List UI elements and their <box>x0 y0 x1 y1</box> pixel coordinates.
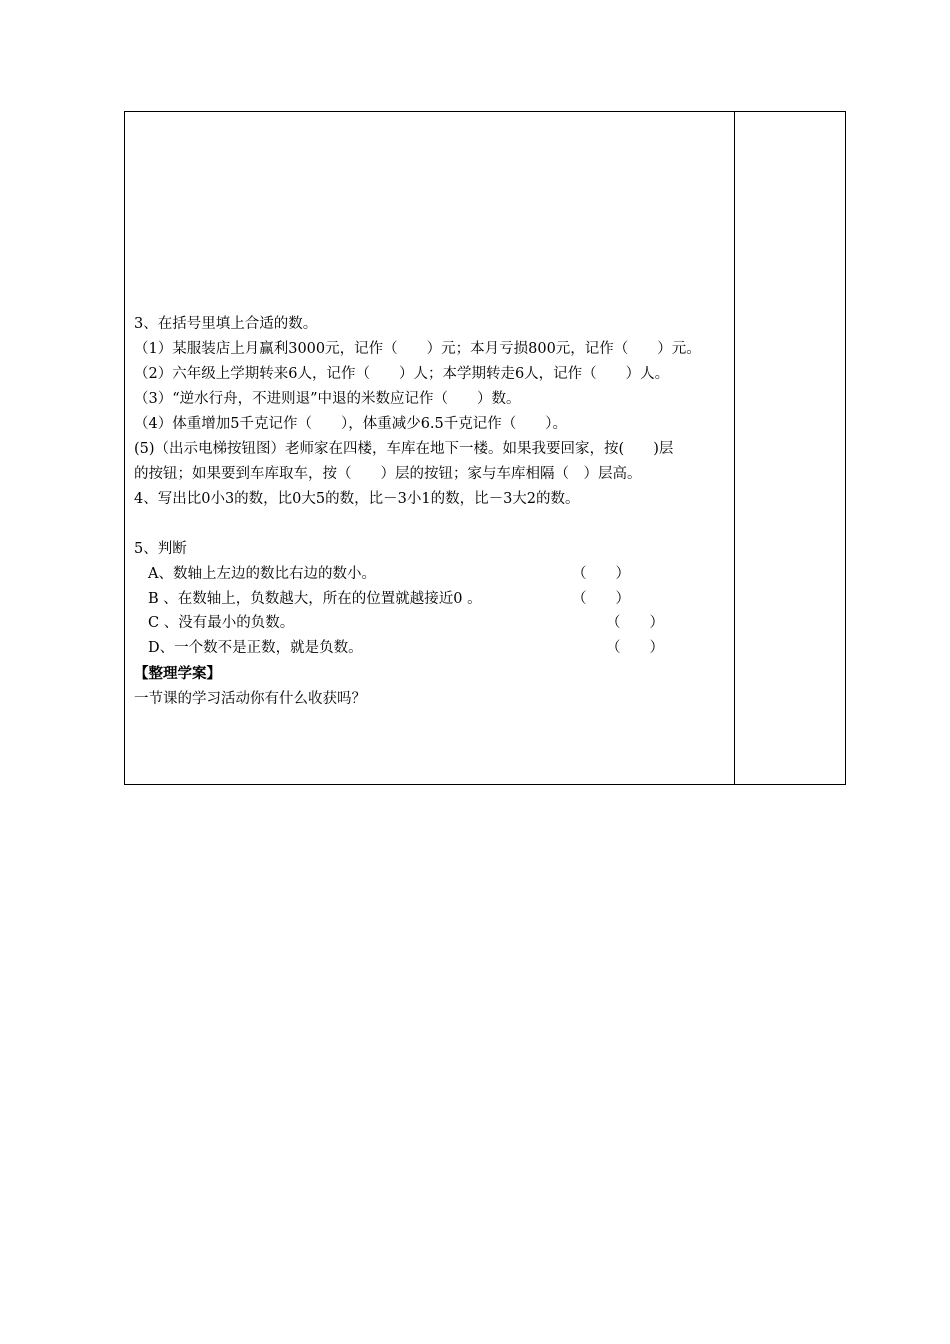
q3-item-5-line-2: 的按钮；如果要到车库取车，按（ ）层的按钮；家与车库相隔（ ）层高。 <box>134 466 642 482</box>
q4-text: 4、写出比0小3的数，比0大5的数，比－3小1的数，比－3大2的数。 <box>134 491 580 507</box>
q3-item-3: （3）“逆水行舟，不进则退”中退的米数应记作（ ）数。 <box>134 391 521 407</box>
q5-item-c: C 、没有最小的负数。 <box>148 615 295 631</box>
summary-heading: 【整理学案】 <box>134 665 221 682</box>
q5-title: 5、判断 <box>134 541 187 557</box>
q3-item-4: （4）体重增加5千克记作（ ），体重减少6.5千克记作（ ）。 <box>134 416 568 432</box>
q5-item-d: D、一个数不是正数，就是负数。 <box>148 640 363 656</box>
q5-item-a-answer: （ ） <box>572 566 630 582</box>
q5-item-c-answer: （ ） <box>606 615 664 631</box>
q3-item-1: （1）某服装店上月赢利3000元，记作（ ）元；本月亏损800元，记作（ ）元。 <box>134 341 701 357</box>
q5-item-b: B 、在数轴上，负数越大，所在的位置就越接近0 。 <box>148 591 482 607</box>
summary-question: 一节课的学习活动你有什么收获吗？ <box>134 691 366 707</box>
q5-item-b-answer: （ ） <box>572 591 630 607</box>
q3-title: 3、在括号里填上合适的数。 <box>134 316 318 332</box>
q5-item-a: A、数轴上左边的数比右边的数小。 <box>148 566 376 582</box>
q3-item-2: （2）六年级上学期转来6人，记作（ ）人；本学期转走6人，记作（ ）人。 <box>134 366 670 382</box>
table-column-divider <box>734 111 735 785</box>
q5-item-d-answer: （ ） <box>606 640 664 656</box>
q3-item-5-line-1: (5)（出示电梯按钮图）老师家在四楼，车库在地下一楼。如果我要回家，按( )层 <box>134 441 674 457</box>
